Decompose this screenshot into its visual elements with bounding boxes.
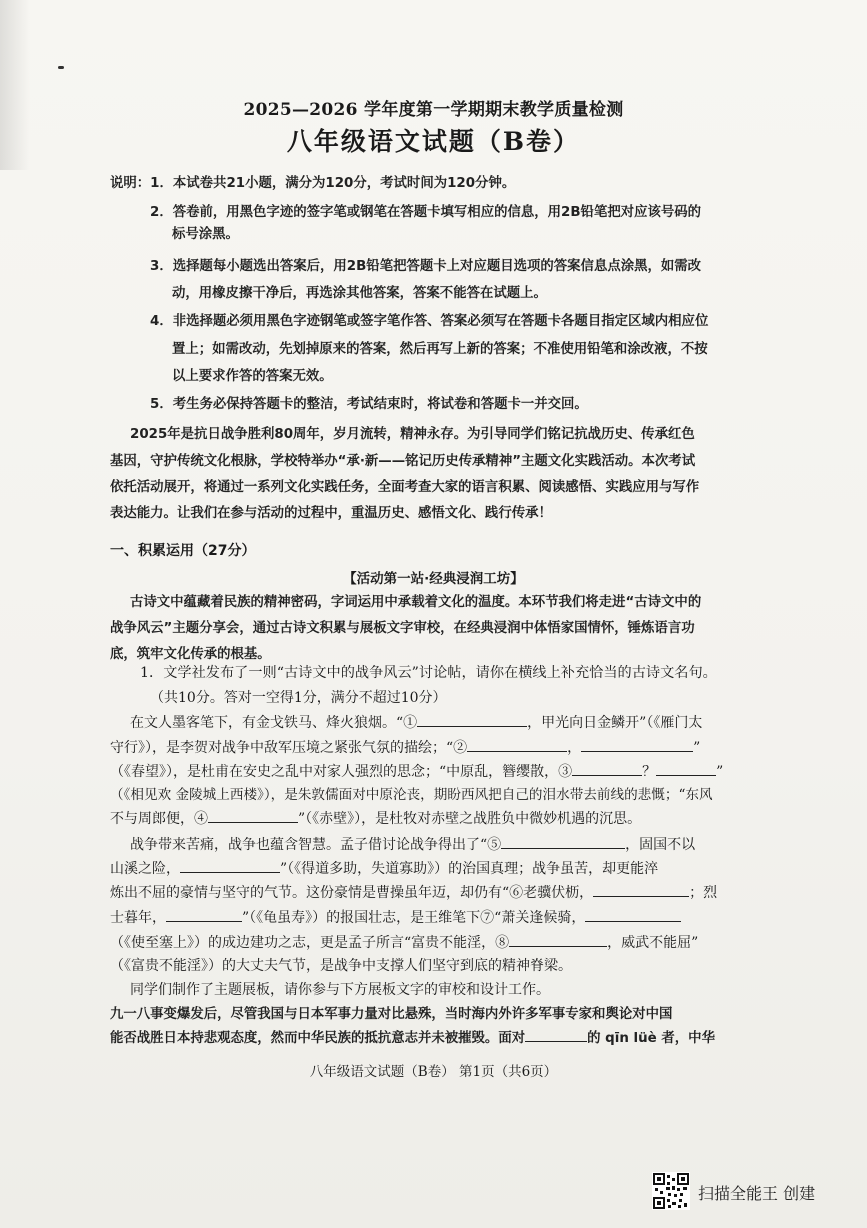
passage-line-11: （《富贵不能淫》）的大丈夫气节，是战争中支撑人们坚守到底的精神脊梁。 [110, 958, 572, 974]
instruction-5: 5．考生务必保持答题卡的整洁，考试结束时，将试卷和答题卡一并交回。 [150, 397, 588, 412]
answer-blank-fill[interactable] [525, 1027, 587, 1042]
answer-blank-4[interactable] [208, 808, 298, 823]
question-1-scoring: （共10分。答对一空得1分，满分不超过10分） [150, 690, 447, 706]
station-intro-2: 战争风云”主题分享会，通过古诗文积累与展板文字审校，在经典浸润中体悟家国情怀，锤炼语言功 [110, 621, 695, 636]
station-title: 【活动第一站·经典浸润工坊】 [343, 571, 524, 587]
passage-text: ” [716, 764, 724, 780]
answer-blank-6a[interactable] [593, 882, 689, 897]
passage-line-6 [130, 834, 867, 855]
passage-line-9 [110, 907, 867, 928]
passage-text: （《春望》），是杜甫在安史之乱中对家人强烈的思念；“中原乱，簪缨散，③ [110, 764, 573, 780]
passage-text: ， [567, 740, 582, 756]
passage-line-3 [110, 761, 867, 782]
passage-text: 山溪之险， [110, 861, 180, 877]
answer-blank-3b[interactable] [656, 761, 716, 776]
intro-line-2: 基因，守护传统文化根脉，学校特举办“承·新——铭记历史传承精神”主题文化实践活动。本次考试 [110, 454, 696, 469]
passage-line-4: （《相见欢 金陵城上西楼》），是朱敦儒面对中原沦丧，期盼西风把自己的泪水带去前线的悲慨；“东风 [110, 787, 713, 803]
instruction-4-cont2: 以上要求作答的答案无效。 [172, 369, 333, 384]
passage-text: ” [693, 740, 701, 756]
scan-speck [58, 66, 64, 69]
answer-blank-5a[interactable] [501, 834, 625, 849]
exam-subtitle: 2025—2026 学年度第一学期期末教学质量检测 [243, 100, 624, 120]
passage-text: 能否战胜日本持悲观态度，然而中华民族的抵抗意志并未被摧毁。面对 [110, 1031, 526, 1046]
instruction-4-cont1: 置上；如需改动，先划掉原来的答案，然后再写上新的答案；不准使用铅笔和涂改液，不按 [172, 342, 708, 357]
passage-line-8 [110, 882, 867, 903]
passage-text: （《使至塞上》）的成边建功之志，更是孟子所言“富贵不能淫，⑧ [110, 935, 510, 951]
passage-text: ；烈 [689, 885, 718, 901]
passage-text: 守行》），是李贺对战争中敌军压境之紧张气氛的描绘；“② [110, 740, 468, 756]
display-board-line-2 [110, 1027, 867, 1049]
watermark-text: 扫描全能王 创建 [698, 1184, 816, 1203]
passage-text: 不与周郎便，④ [110, 811, 208, 827]
intro-line-3: 依托活动展开，将通过一系列文化实践任务，全面考查大家的语言积累、阅读感悟、实践应用与写作 [110, 480, 700, 495]
instruction-2-cont: 标号涂黑。 [172, 227, 239, 242]
passage-text: 炼出不屈的豪情与坚守的气节。这份豪情是曹操虽年迈，却仍有“⑥老骥伏枥， [110, 885, 594, 901]
page-footer: 八年级语文试题（B卷） 第1页（共6页） [309, 1064, 558, 1080]
instruction-4: 4．非选择题必须用黑色字迹钢笔或签字笔作答、答案必须写在答题卡各题目指定区域内相应位 [150, 314, 709, 329]
station-intro-1: 古诗文中蕴藏着民族的精神密码，字词运用中承载着文化的温度。本环节我们将走进“古诗文中的 [130, 595, 702, 610]
passage-text: ”（《赤壁》），是杜牧对赤壁之战胜负中微妙机遇的沉思。 [298, 811, 642, 827]
answer-blank-7[interactable] [585, 907, 681, 922]
exam-title: 八年级语文试题（B卷） [286, 127, 581, 156]
instruction-1: 说明：1．本试卷共21小题，满分为120分，考试时间为120分钟。 [110, 176, 516, 191]
instruction-2: 2．答卷前，用黑色字迹的签字笔或钢笔在答题卡填写相应的信息，用2B铅笔把对应该号码的 [150, 205, 702, 220]
station-intro-3: 底，筑牢文化传承的根基。 [110, 647, 271, 662]
answer-blank-8[interactable] [509, 932, 607, 947]
passage-line-5 [110, 808, 867, 829]
answer-blank-3a[interactable] [572, 761, 642, 776]
qr-code-icon [652, 1172, 690, 1210]
section-title: 一、积累运用（27分） [110, 543, 256, 559]
answer-blank-2b[interactable] [581, 737, 693, 752]
passage-line-2 [110, 737, 867, 758]
passage-text: 的 qīn lüè 者，中华 [587, 1031, 715, 1046]
display-board-line-1: 九一八事变爆发后，尽管我国与日本军事力量对比悬殊，当时海内外许多军事专家和舆论对中国 [110, 1007, 673, 1022]
passage-line-12: 同学们制作了主题展板，请你参与下方展板文字的审校和设计工作。 [130, 982, 550, 998]
answer-blank-2a[interactable] [467, 737, 567, 752]
instruction-3-cont: 动，用橡皮擦干净后，再选涂其他答案，答案不能答在试题上。 [172, 286, 547, 301]
passage-text: 士暮年， [110, 910, 166, 926]
passage-text: ，固国不以 [625, 837, 696, 853]
intro-line-1: 2025年是抗日战争胜利80周年，岁月流转，精神永存。为引导同学们铭记抗战历史、传承红色 [130, 427, 695, 442]
answer-blank-5b[interactable] [180, 858, 280, 873]
intro-line-4: 表达能力。让我们在参与活动的过程中，重温历史、感悟文化、践行传承！ [110, 506, 552, 521]
answer-blank-6b[interactable] [166, 907, 242, 922]
passage-text: ”（《龟虽寿》）的报国壮志，是王维笔下⑦“萧关逢候骑， [242, 910, 586, 926]
passage-text: ，威武不能屈” [607, 935, 699, 951]
passage-text: ”（《得道多助，失道寡助》）的治国真理；战争虽苦，却更能淬 [280, 861, 659, 877]
passage-text: 战争带来苦痛，战争也蕴含智慧。孟子借讨论战争得出了“⑤ [130, 837, 502, 853]
answer-blank-1[interactable] [417, 712, 527, 727]
passage-text: ？ [642, 764, 657, 780]
passage-line-7 [110, 858, 867, 879]
question-1: 1．文学社发布了一则“古诗文中的战争风云”讨论帖，请你在横线上补充恰当的古诗文名句。 [140, 665, 717, 681]
scanner-watermark [652, 1172, 852, 1212]
instruction-3: 3．选择题每小题选出答案后，用2B铅笔把答题卡上对应题目选项的答案信息点涂黑，如需改 [150, 259, 702, 274]
passage-text: ，甲光向日金鳞开”（《雁门太 [527, 715, 703, 731]
passage-line-10 [110, 932, 867, 953]
passage-text: 在文人墨客笔下，有金戈铁马、烽火狼烟。“① [130, 715, 418, 731]
passage-line-1 [130, 712, 867, 733]
